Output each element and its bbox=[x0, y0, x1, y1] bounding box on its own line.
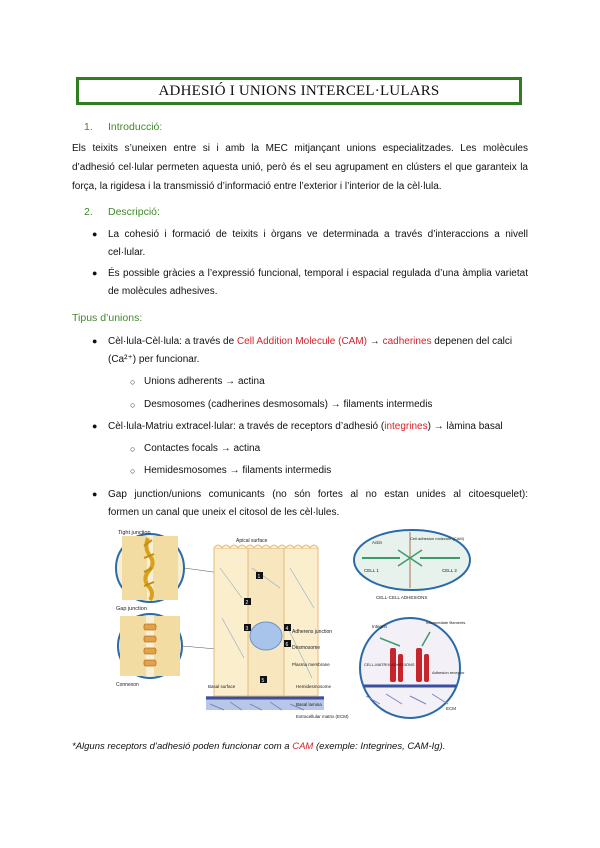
desmosome-label: Desmosome bbox=[292, 645, 321, 651]
section-intro-heading: 1. Introducció: bbox=[84, 121, 163, 133]
adhesion-figure bbox=[110, 528, 472, 724]
footnote: *Alguns receptors d’adhesió poden funcionar com a CAM (exemple: Integrines, CAM-Ig). bbox=[72, 741, 446, 752]
cell-cell-bullet: ● Cèl·lula-Cèl·lula: a través de Cell Addition Molecule (CAM) → cadherines depenen del calci (Ca²⁺) per funcionar. bbox=[92, 336, 513, 365]
ecm-short-label: ECM bbox=[446, 706, 456, 711]
sub-focal: ○ Contactes focals → actina bbox=[130, 443, 261, 454]
ecm-label: Extracellular matrix (ECM) bbox=[296, 714, 349, 719]
svg-text:4: 4 bbox=[285, 626, 289, 632]
filaments-label: Intermediate filaments bbox=[426, 620, 466, 625]
connexon-label: Connexon bbox=[116, 682, 139, 688]
section-desc-heading: 2. Descripció: bbox=[84, 206, 160, 218]
plasma-membrane-label: Plasma membrane bbox=[292, 662, 330, 667]
gap-junction-inset bbox=[116, 606, 228, 688]
desc-bullet-2: ● És possible gràcies a l’expressió funcional, temporal i espacial regulada d’una àmplia varietat de molècules adhesives. bbox=[92, 268, 528, 297]
cell-cell-adhesion-inset bbox=[354, 530, 470, 600]
cam-label: Cell adhesion molecule (CAM) bbox=[410, 536, 465, 541]
integrin-label: Integrin bbox=[372, 624, 388, 629]
cell-matrix-bullet: ● Cèl·lula-Matriu extracel·lular: a través de receptors d’adhesió (integrines) → làmina basal bbox=[92, 421, 503, 432]
svg-text:1: 1 bbox=[257, 574, 261, 580]
gap-junction-bullet: ● Gap junction/unions comunicants (no són fortes al no estan unides al citoesquelet): formen un canal que uneix el citosol de les cèl·lules. bbox=[92, 489, 528, 518]
tight-junction-inset bbox=[116, 530, 228, 602]
basal-lamina-label: Basal lamina bbox=[296, 702, 322, 707]
desc-bullet-1: ● La cohesió i formació de teixits i òrgans ve determinada a través d’interaccions a nivell cel·lular. bbox=[92, 229, 528, 258]
adherens-label: Adherens junction bbox=[292, 629, 333, 635]
apical-surface-label: Apical surface bbox=[236, 538, 268, 544]
sub-hemidesmosomes: ○ Hemidesmosomes → filaments intermedis bbox=[130, 465, 332, 476]
intro-paragraph: Els teixits s’uneixen entre si i amb la MEC mitjançant unions especialitzades. Les molècules d’adhesió cel·lular permeten aquesta unió, però és el seu agrupament en clústers el que garanteix la força, la rigidesa i la transmissió d’informació entre l’exterior i l’interior de la cèl·lula. bbox=[72, 143, 528, 192]
sub-desmosomes: ○ Desmosomes (cadherines desmosomals) → filaments intermedis bbox=[130, 399, 433, 410]
basal-surface-label: Basal surface bbox=[208, 684, 236, 689]
cell-cell-caption: CELL-CELL ADHESIONS bbox=[376, 595, 428, 600]
svg-text:6: 6 bbox=[285, 642, 289, 648]
svg-text:3: 3 bbox=[245, 626, 249, 632]
svg-text:2: 2 bbox=[245, 600, 249, 606]
actin-label-1: Actin bbox=[372, 540, 383, 545]
page-title: ADHESIÓ I UNIONS INTERCEL·LULARS bbox=[76, 77, 522, 105]
cell2-label: CELL 2 bbox=[442, 568, 457, 573]
epithelium-diagram bbox=[206, 538, 349, 719]
svg-text:5: 5 bbox=[261, 678, 265, 684]
hemidesmosome-label: Hemidesmosome bbox=[296, 684, 332, 689]
adhesion-receptor-label: Adhesion receptor bbox=[432, 670, 465, 675]
types-heading: Tipus d’unions: bbox=[72, 312, 143, 324]
cell-matrix-caption: CELL-MATRIX ADHESIONS bbox=[364, 662, 415, 667]
gap-junction-label: Gap junction bbox=[116, 606, 147, 612]
sub-adherens: ○ Unions adherents → actina bbox=[130, 376, 265, 387]
tight-junction-label: Tight junction bbox=[118, 530, 151, 536]
cell-matrix-adhesion-inset bbox=[360, 618, 465, 718]
cell1-label: CELL 1 bbox=[364, 568, 379, 573]
